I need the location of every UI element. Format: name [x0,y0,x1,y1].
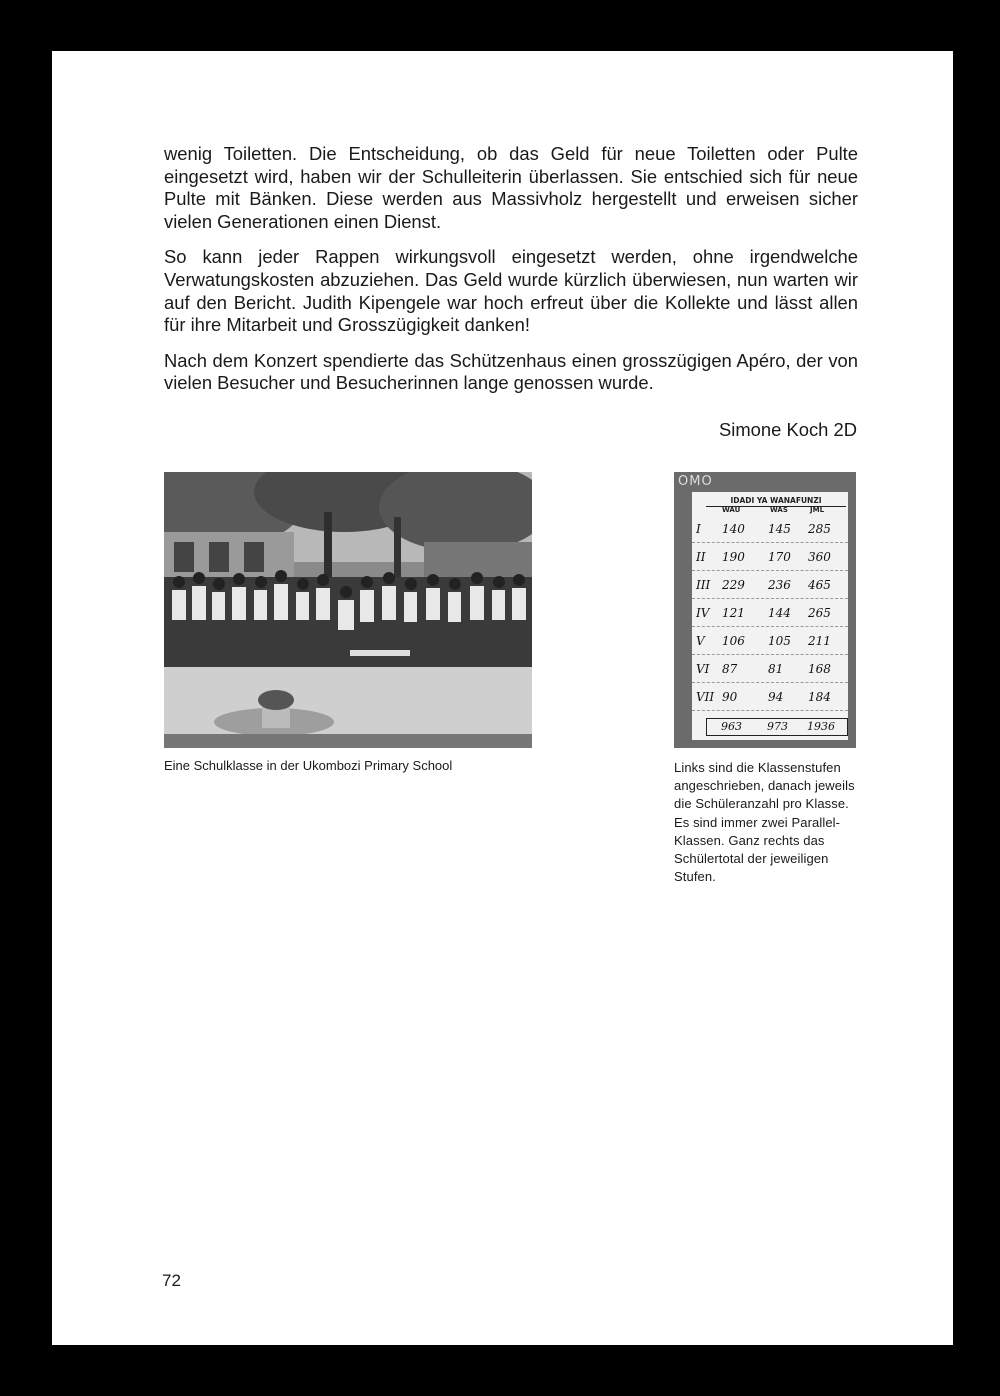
jml-cell: 285 [808,522,831,536]
board-label: OMO [678,474,713,489]
was-cell: 105 [768,634,791,648]
photo-caption-left: Eine Schulklasse in der Ukombozi Primary School [164,758,453,773]
author-signature: Simone Koch 2D [718,419,857,440]
was-cell: 236 [768,578,791,592]
photo-caption-right: Links sind die Klassenstufen angeschrieben, danach jeweils die Schüleranzahl pro Klasse. Es sind immer zwei Parallel-Klassen. Ganz rechts das Schülertotal der jeweiligen Stufen. [674,760,855,885]
jml-cell: 265 [808,606,831,620]
table-row [692,686,848,711]
grade-cell: IV [696,606,710,620]
table-row [692,630,848,655]
was-cell: 144 [768,606,791,620]
totals-row [706,718,848,736]
wau-cell: 190 [722,550,745,564]
total-wau: 963 [721,720,742,733]
table-row [692,574,848,599]
table-row [692,546,848,571]
grade-cell: III [696,578,711,592]
grade-cell: I [696,522,701,536]
wau-cell: 90 [722,690,738,704]
was-cell: 81 [768,662,784,676]
enrollment-board-photo [674,472,856,748]
wau-cell: 229 [722,578,745,592]
sheet-title: IDADI YA WANAFUNZI [706,496,846,507]
total-was: 973 [767,720,788,733]
table-row [692,658,848,683]
grade-cell: V [696,634,705,648]
jml-cell: 168 [808,662,831,676]
wau-cell: 121 [722,606,745,620]
header-wau: WAU [722,506,741,514]
table-row [692,518,848,543]
page [52,51,953,1345]
table-row [692,602,848,627]
was-cell: 170 [768,550,791,564]
article-body [164,143,858,408]
header-jml: JML [810,506,825,514]
wau-cell: 87 [722,662,738,676]
paragraph-3: Nach dem Konzert spendierte das Schützenhaus einen grosszügigen Apéro, der von vielen Besucher und Besucherinnen lange genossen wurde. [164,349,858,394]
jml-cell: 360 [808,550,831,564]
page-number: 72 [162,1271,181,1290]
grade-cell: VI [696,662,710,676]
grade-cell: VII [696,690,715,704]
was-cell: 145 [768,522,791,536]
header-was: WAS [770,506,788,514]
paragraph-1: wenig Toiletten. Die Entscheidung, ob das Geld für neue Toiletten oder Pulte eingesetzt wird, haben wir der Schulleiterin überlassen. Sie entschied sich für neue Pulte mit Bänken. Diese werden aus Massivholz hergestellt und erweisen sicher vielen Generationen einen Dienst. [164,143,858,232]
jml-cell: 184 [808,690,831,704]
jml-cell: 465 [808,578,831,592]
grade-cell: II [696,550,706,564]
was-cell: 94 [768,690,784,704]
enrollment-sheet [692,492,848,740]
jml-cell: 211 [808,634,831,648]
wau-cell: 106 [722,634,745,648]
total-jml: 1936 [807,720,835,733]
wau-cell: 140 [722,522,745,536]
school-class-photo [164,472,532,748]
paragraph-2: So kann jeder Rappen wirkungsvoll eingesetzt werden, ohne irgendwelche Verwatungskosten abzuziehen. Das Geld wurde kürzlich überwiesen, nun warten wir auf den Bericht. Judith Kipengele war hoch erfreut über die Kollekte und lässt allen für ihre Mitarbeit und Grosszügigkeit danken! [164,246,858,336]
